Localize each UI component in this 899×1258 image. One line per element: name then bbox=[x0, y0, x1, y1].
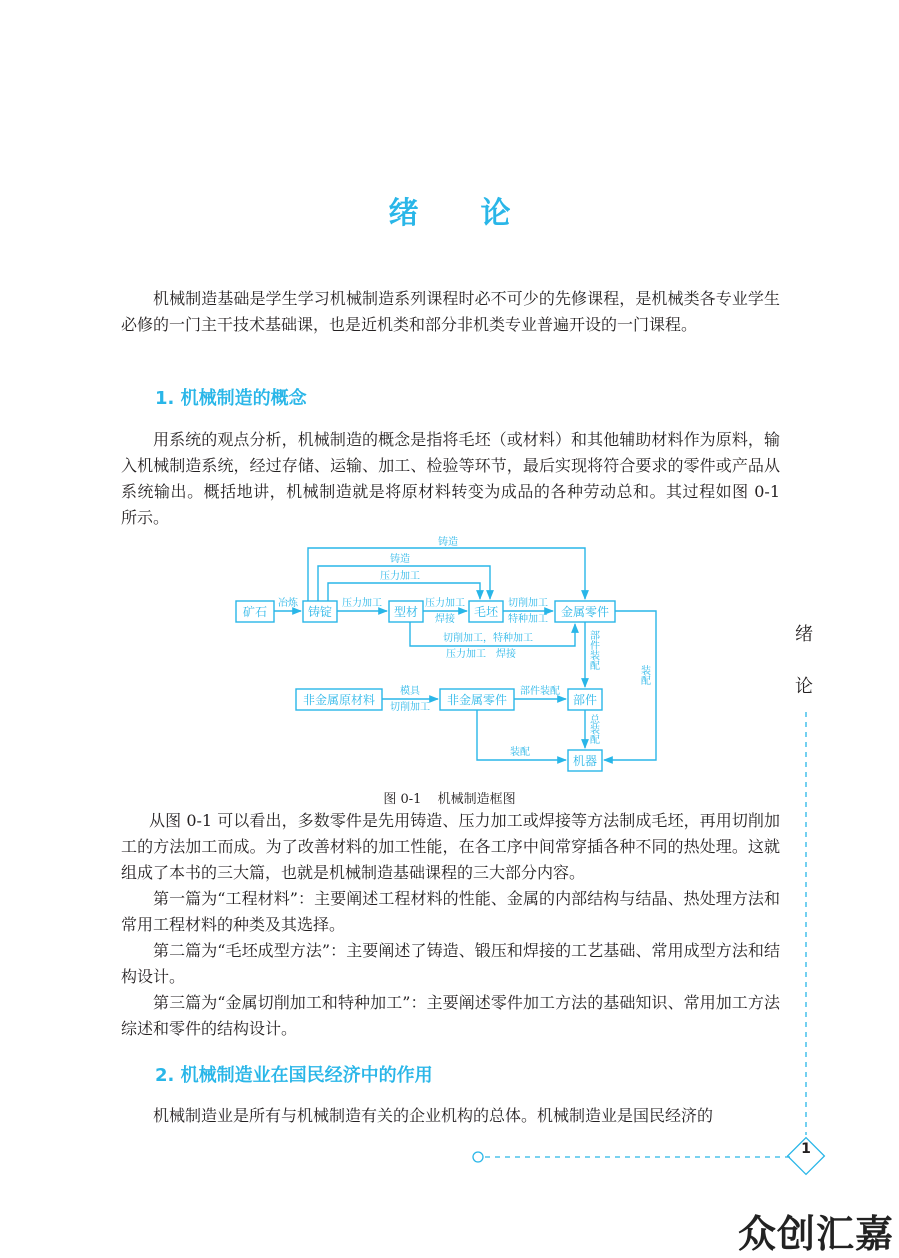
part3-paragraph: 第三篇为“金属切削加工和特种加工”：主要阐述零件加工方法的基础知识、常用加工方法综述和零件的结构设计。 bbox=[121, 993, 780, 1038]
section-heading-1: 1. 机械制造的概念 bbox=[155, 388, 307, 409]
section-heading-2: 2. 机械制造业在国民经济中的作用 bbox=[155, 1065, 433, 1086]
edge-label-casting-top: 铸造 bbox=[438, 537, 458, 548]
section2-paragraph-1: 机械制造业是所有与机械制造有关的企业机构的总体。机械制造业是国民经济的 bbox=[153, 1106, 714, 1125]
edge-label-profile-to-part-2: 压力加工 焊接 bbox=[446, 649, 516, 660]
edge-label-nonmetal-component-assembly: 部件装配 bbox=[520, 686, 560, 697]
page-number: 1 bbox=[801, 1141, 811, 1157]
edge-label-ingot-to-profile: 压力加工 bbox=[342, 598, 382, 609]
edge-label-profile-to-blank-2: 焊接 bbox=[435, 614, 455, 625]
node-profile-label: 型材 bbox=[393, 605, 419, 619]
figure-caption bbox=[0, 788, 899, 807]
intro-paragraph: 机械制造基础是学生学习机械制造系列课程时必不可少的先修课程，是机械类各专业学生必修的一门主干技术基础课，也是近机类和部分非机类专业普遍开设的一门课程。 bbox=[121, 289, 780, 334]
edge-label-pressure-top: 压力加工 bbox=[380, 571, 420, 582]
node-nonmetal-part-label: 非金属零件 bbox=[446, 693, 508, 707]
edge-label-total-assembly: 总装配 bbox=[587, 714, 599, 744]
section1-paragraph-1: 用系统的观点分析，机械制造的概念是指将毛坯（或材料）和其他辅助材料作为原料，输入机械制造系统，经过存储、运输、加工、检验等环节，最后实现将符合要求的零件或产品从系统输出。概括地讲，机械制造就是将原材料转变为成品的各种劳动总和。其过程如图 0-1 所示。 bbox=[121, 430, 780, 527]
node-nonmetal-raw-label: 非金属原材料 bbox=[302, 693, 376, 707]
chapter-title: 绪论 bbox=[388, 196, 573, 231]
part2-paragraph: 第二篇为“毛坯成型方法”：主要阐述了铸造、锻压和焊接的工艺基础、常用成型方法和结构设计。 bbox=[121, 941, 780, 986]
figure-caption-title: 机械制造框图 bbox=[437, 792, 516, 807]
edge-label-component-assembly: 部件装配 bbox=[587, 630, 599, 670]
section1-paragraph-2: 从图 0-1 可以看出，多数零件是先用铸造、压力加工或焊接等方法制成毛坯，再用切削加工的方法加工而成。为了改善材料的加工性能，在各工序中间常穿插各种不同的热处理。这就组成了本书的三大篇，也就是机械制造基础课程的三大部分内容。 bbox=[121, 811, 780, 882]
node-component-label: 部件 bbox=[572, 693, 598, 707]
part1-paragraph: 第一篇为“工程材料”：主要阐述工程材料的性能、金属的内部结构与结晶、热处理方法和常用工程材料的种类及其选择。 bbox=[121, 889, 780, 934]
node-ingot-label: 铸锭 bbox=[307, 605, 333, 619]
watermark: 众创汇嘉 bbox=[738, 1212, 895, 1256]
node-ore-label: 矿石 bbox=[242, 605, 268, 619]
edge-label-blank-to-part-1: 切削加工 bbox=[508, 598, 548, 609]
edge-label-blank-to-part-2: 特种加工 bbox=[508, 614, 548, 625]
edge-label-nonmetal-final-assembly: 装配 bbox=[510, 747, 530, 758]
line-end-dot bbox=[473, 1152, 483, 1162]
edge-label-final-assembly: 装配 bbox=[638, 665, 650, 685]
edge-label-smelting: 冶炼 bbox=[278, 598, 298, 609]
side-label-1: 绪 bbox=[795, 624, 813, 645]
node-metal-part-label: 金属零件 bbox=[560, 605, 610, 619]
node-blank-label: 毛坯 bbox=[473, 605, 499, 619]
edge-label-profile-to-blank-1: 压力加工 bbox=[425, 598, 465, 609]
edge-label-molding: 模具 bbox=[400, 686, 420, 697]
figure-caption-number: 图 0-1 bbox=[383, 792, 422, 807]
edge-label-profile-to-part-1: 切削加工，特种加工 bbox=[443, 633, 533, 644]
edge-label-casting-inner: 铸造 bbox=[390, 554, 410, 565]
edge-label-cutting: 切削加工 bbox=[390, 702, 430, 713]
side-label-2: 论 bbox=[795, 676, 813, 697]
node-machine-label: 机器 bbox=[572, 754, 598, 768]
